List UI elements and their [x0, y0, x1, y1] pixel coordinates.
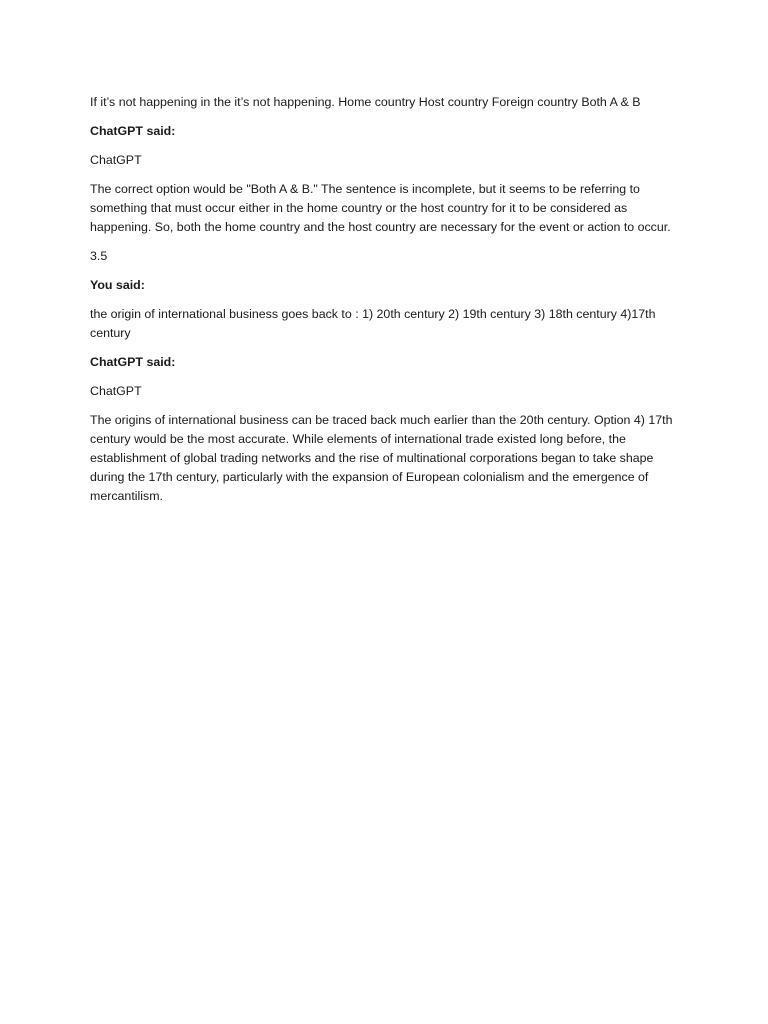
document-body — [90, 93, 680, 516]
answer-text: The origins of international business can be traced back much earlier than the 20th century. Option 4) 17th century would be the most accurate. While elements of international trade existed long before, the establishment of global trading networks and the rise of multinational corporations began to take shape during the 17th century, particularly with the expansion of European colonialism and the emergence of mercantilism. — [90, 413, 673, 503]
model-name-text: ChatGPT — [90, 384, 142, 398]
speaker-label: ChatGPT said: — [90, 124, 176, 138]
speaker-label: You said: — [90, 278, 145, 292]
version-text: 3.5 — [90, 249, 108, 263]
speaker-label: ChatGPT said: — [90, 355, 176, 369]
question-text: If it’s not happening in the it’s not happening. Home country Host country Foreign country Both A & B — [90, 95, 641, 109]
question-text: the origin of international business goes back to : 1) 20th century 2) 19th century 3) 18th century 4)17th century — [90, 307, 656, 340]
answer-text: The correct option would be "Both A & B." The sentence is incomplete, but it seems to be referring to something that must occur either in the home country or the host country for it to be considered as happening. So, both the home country and the host country are necessary for the event or action to occur. — [90, 182, 671, 234]
model-name-text: ChatGPT — [90, 153, 142, 167]
